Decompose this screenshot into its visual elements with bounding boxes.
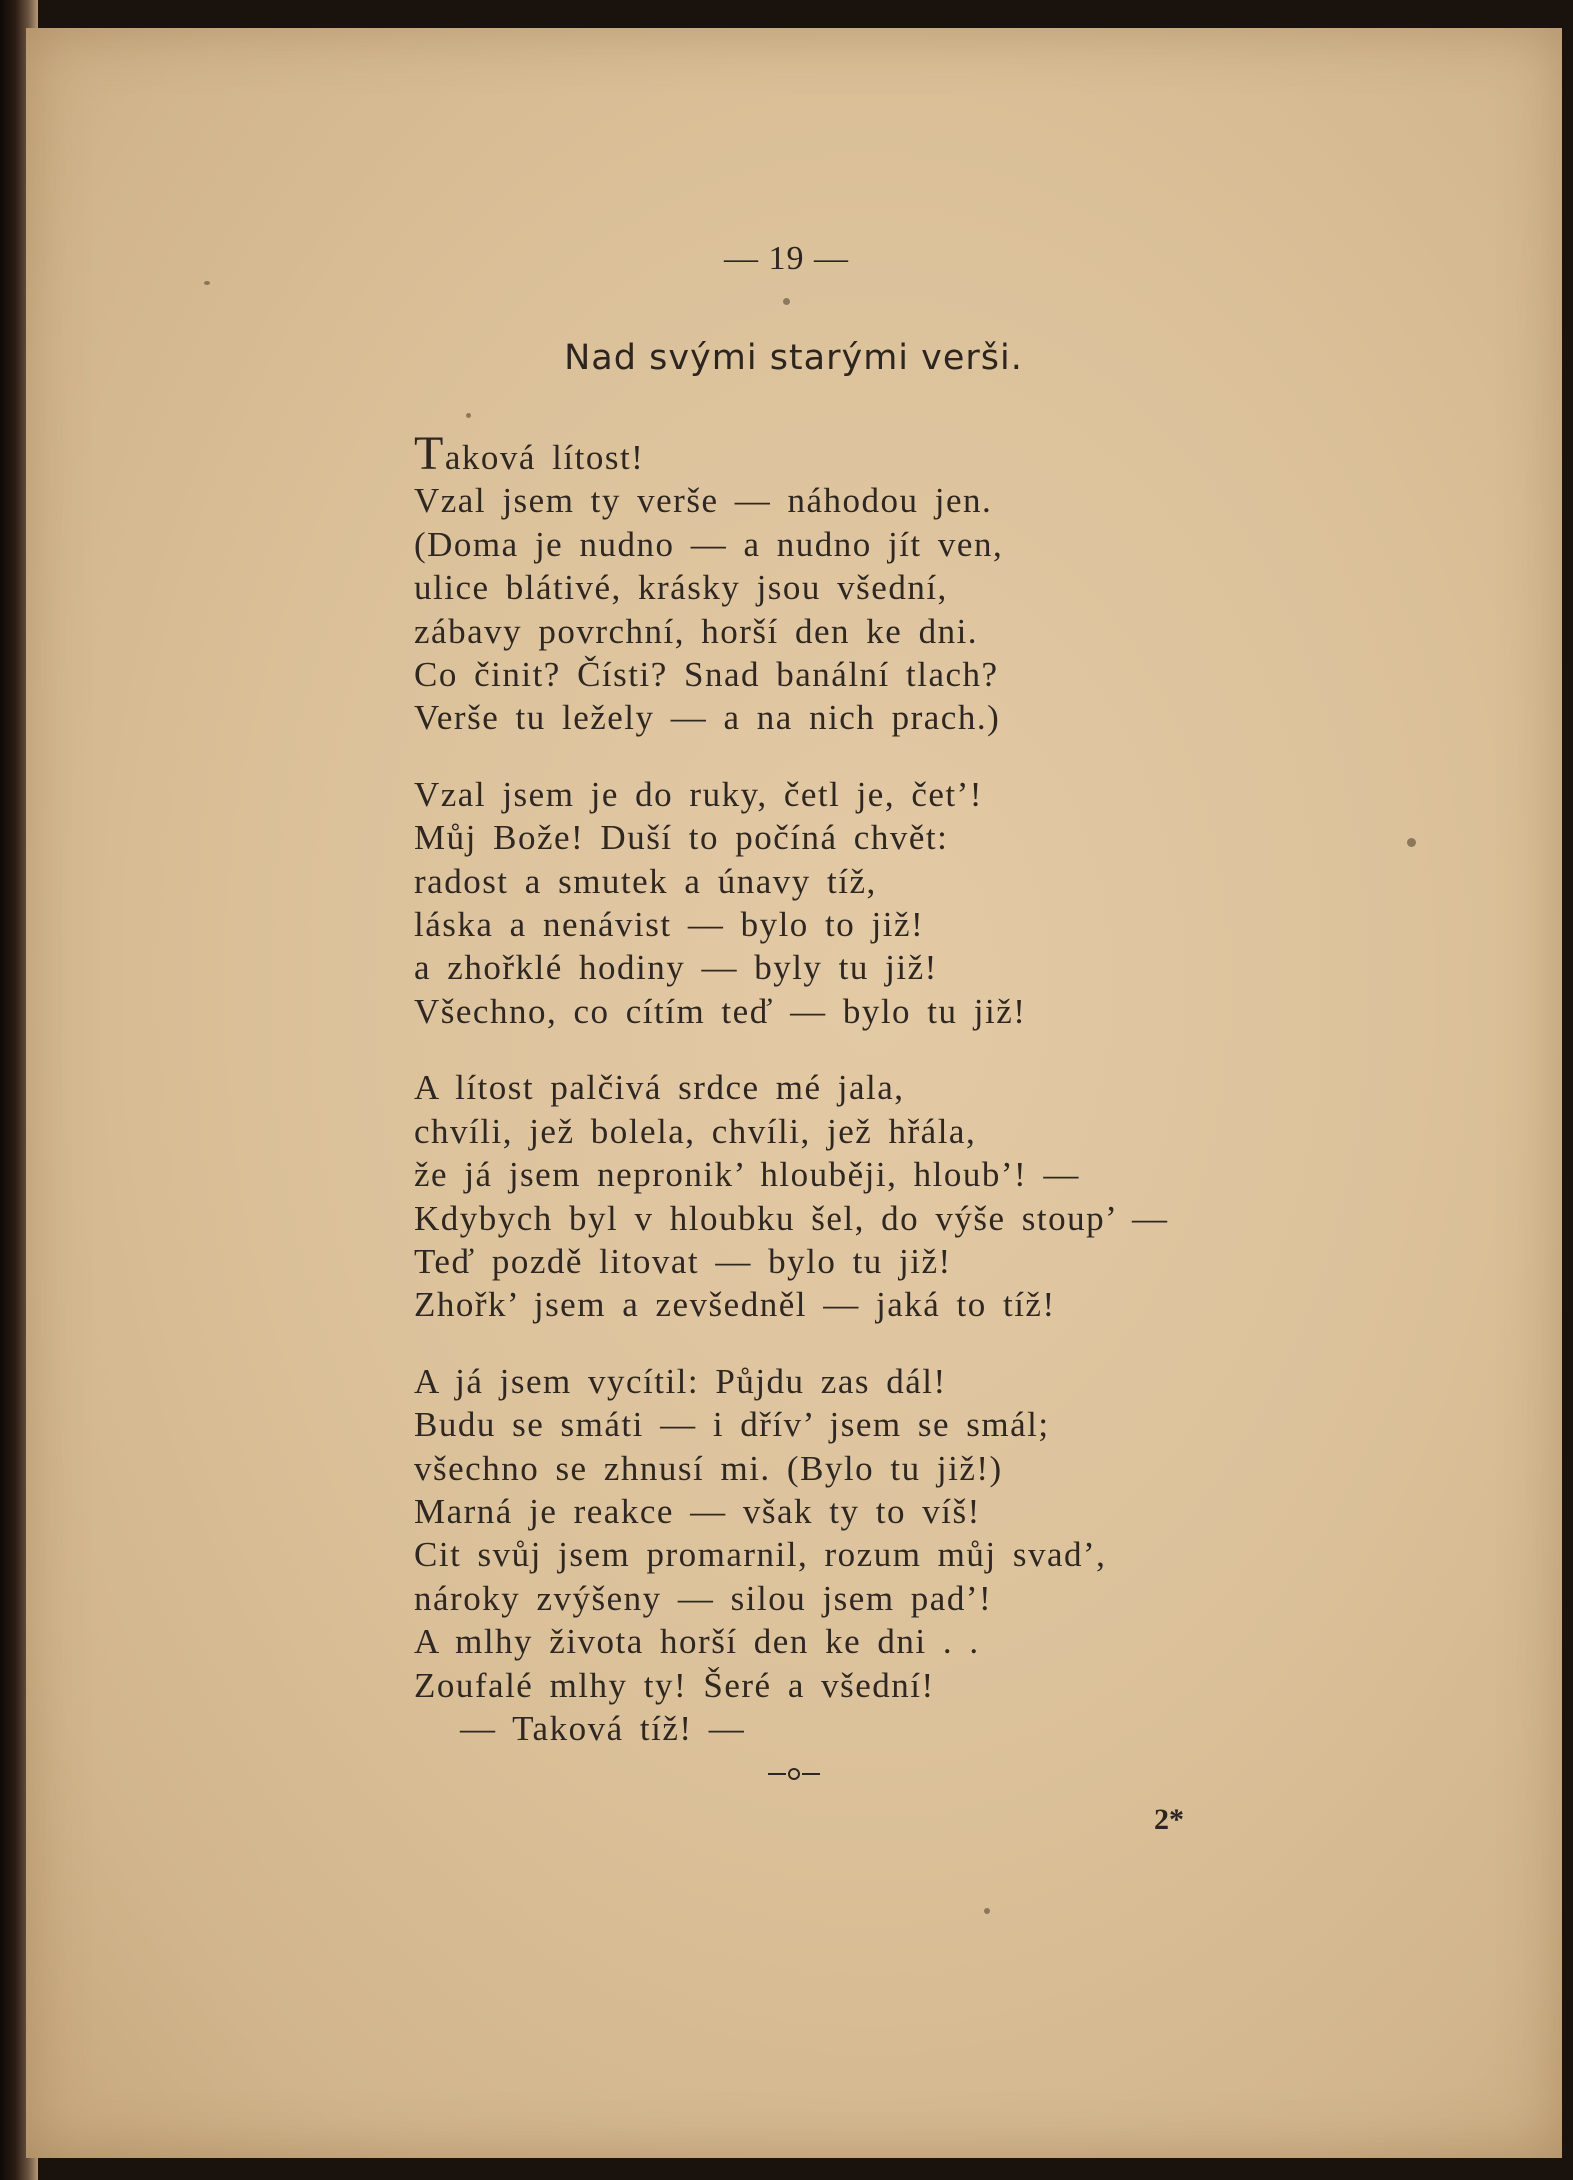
printer-signature-mark: 2* xyxy=(1154,1803,1184,1836)
paper-speck xyxy=(783,298,790,305)
poem-closing-line: — Taková tíž! — xyxy=(460,1708,746,1748)
poem-line-rest: aková lítost! xyxy=(444,438,645,477)
poem-line: A lítost palčivá srdce mé jala, xyxy=(414,1068,905,1108)
poem-line: zábavy povrchní, horší den ke dni. xyxy=(414,611,979,651)
stanza-3 xyxy=(414,1066,1414,1326)
paper-speck xyxy=(204,281,210,285)
stanza-1 xyxy=(414,427,1414,740)
poem-line: Můj Bože! Duší to počíná chvět: xyxy=(414,818,949,858)
poem-line: všechno se zhnusí mi. (Bylo tu již!) xyxy=(414,1448,1003,1488)
poem-line: nároky zvýšeny — silou jsem pad’! xyxy=(414,1578,993,1618)
poem-line xyxy=(414,427,1414,480)
poem-line: (Doma je nudno — a nudno jít ven, xyxy=(414,524,1004,564)
poem-line: Teď pozdě litovat — bylo tu již! xyxy=(414,1241,952,1281)
poem-line: láska a nenávist — bylo to již! xyxy=(414,905,925,945)
paper-speck xyxy=(984,1908,990,1914)
page-number: — 19 — xyxy=(724,240,849,277)
poem-line: že já jsem nepronik’ hlouběji, hloub’! — xyxy=(414,1155,1080,1195)
stanza-4 xyxy=(414,1360,1414,1751)
poem-line: Marná je reakce — však ty to víš! xyxy=(414,1491,981,1531)
end-ornament-icon xyxy=(768,1766,820,1782)
poem-line: ulice blátivé, krásky jsou všední, xyxy=(414,568,948,608)
poem-body xyxy=(414,427,1414,1783)
poem-line: Zoufalé mlhy ty! Šeré a všední! xyxy=(414,1665,935,1705)
poem-line: a zhořklé hodiny — byly tu již! xyxy=(414,948,938,988)
poem-line: Cit svůj jsem promarnil, rozum můj svad’, xyxy=(414,1535,1107,1575)
poem-line: chvíli, jež bolela, chvíli, jež hřála, xyxy=(414,1111,977,1151)
poem-line: Vzal jsem ty verše — náhodou jen. xyxy=(414,481,993,521)
poem-line: Vzal jsem je do ruky, četl je, čet’! xyxy=(414,774,983,814)
poem-line: Všechno, co cítím teď — bylo tu již! xyxy=(414,991,1027,1031)
poem-line: Budu se smáti — i dřív’ jsem se smál; xyxy=(414,1405,1050,1445)
stanza-2 xyxy=(414,773,1414,1033)
poem-line: A já jsem vycítil: Půjdu zas dál! xyxy=(414,1361,947,1401)
poem-line: Zhořk’ jsem a zevšedněl — jaká to tíž! xyxy=(414,1285,1056,1325)
poem-title: Nad svými starými verši. xyxy=(564,338,1023,378)
poem-line: Co činit? Čísti? Snad banální tlach? xyxy=(414,655,999,695)
drop-initial: T xyxy=(414,427,445,480)
paper-speck xyxy=(466,413,471,418)
poem-line: A mlhy života horší den ke dni . . xyxy=(414,1622,980,1662)
poem-line: Verše tu ležely — a na nich prach.) xyxy=(414,698,1001,738)
poem-line: radost a smutek a únavy tíž, xyxy=(414,861,877,901)
poem-line: Kdybych byl v hloubku šel, do výše stoup’ — xyxy=(414,1198,1169,1238)
